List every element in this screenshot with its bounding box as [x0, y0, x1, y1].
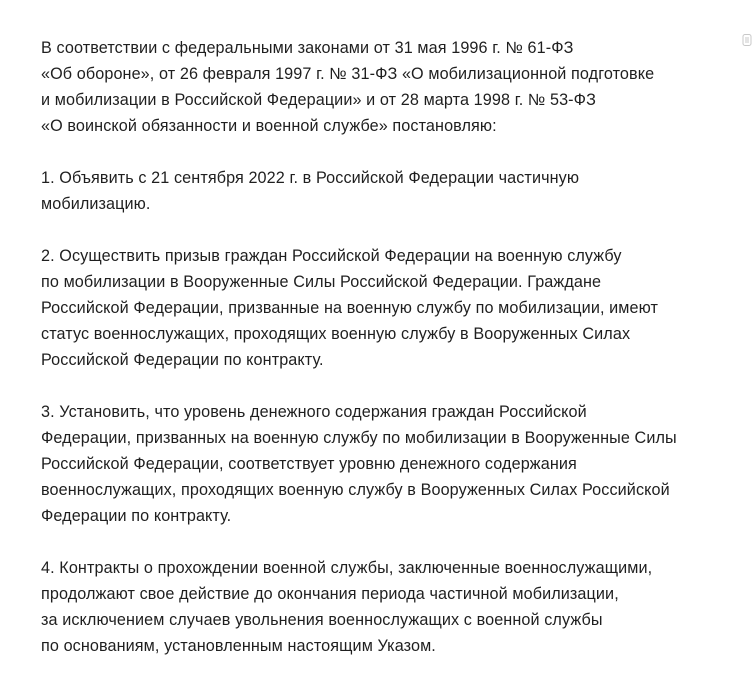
clause-3-paragraph — [41, 399, 701, 529]
clause-4-paragraph — [41, 555, 701, 659]
text-line: и мобилизации в Российской Федерации» и от 28 марта 1998 г. № 53-ФЗ — [41, 91, 596, 109]
text-line: 1. Объявить с 21 сентября 2022 г. в Российской Федерации частичную — [41, 169, 580, 187]
text-line: Российской Федерации по контракту. — [41, 351, 324, 369]
text-line: продолжают свое действие до окончания периода частичной мобилизации, — [41, 585, 619, 603]
text-line: за исключением случаев увольнения военнослужащих с военной службы — [41, 611, 603, 629]
text-line: 4. Контракты о прохождении военной службы, заключенные военнослужащими, — [41, 559, 653, 577]
text-line: «Об обороне», от 26 февраля 1997 г. № 31-ФЗ «О мобилизационной подготовке — [41, 65, 655, 83]
text-line: 3. Установить, что уровень денежного содержания граждан Российской — [41, 403, 587, 421]
text-line: Федерации по контракту. — [41, 507, 232, 525]
text-line: военнослужащих, проходящих военную службу в Вооруженных Силах Российской — [41, 481, 670, 499]
text-line: Российской Федерации, призванные на военную службу по мобилизации, имеют — [41, 299, 659, 317]
text-line: по мобилизации в Вооруженные Силы Российской Федерации. Граждане — [41, 273, 602, 291]
text-line: В соответствии с федеральными законами от 31 мая 1996 г. № 61-ФЗ — [41, 39, 574, 57]
text-line: статус военнослужащих, проходящих военную службу в Вооруженных Силах — [41, 325, 631, 343]
text-line: Российской Федерации, соответствует уровню денежного содержания — [41, 455, 577, 473]
clause-1-paragraph — [41, 165, 701, 217]
clause-2-paragraph — [41, 243, 701, 373]
text-line: «О воинской обязанности и военной службе» постановляю: — [41, 117, 497, 135]
text-line: мобилизацию. — [41, 195, 151, 213]
text-line: по основаниям, установленным настоящим Указом. — [41, 637, 436, 655]
preamble-paragraph — [41, 35, 701, 139]
scrollbar[interactable] — [741, 0, 753, 691]
text-line: 2. Осуществить призыв граждан Российской Федерации на военную службу — [41, 247, 622, 265]
document-body — [41, 35, 701, 659]
text-line: Федерации, призванных на военную службу по мобилизации в Вооруженные Силы — [41, 429, 677, 447]
scroll-handle-icon[interactable] — [742, 34, 752, 46]
